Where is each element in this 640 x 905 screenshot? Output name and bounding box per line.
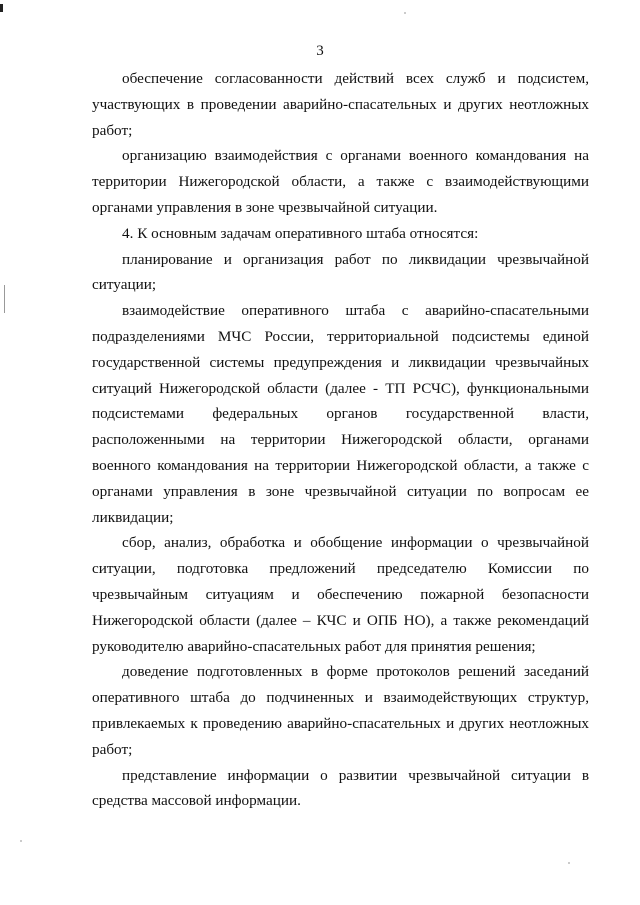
paragraph-information-analysis: сбор, анализ, обработка и обобщение информации о чрезвычайной ситуации, подготовка предложений председателю Комиссии по чрезвычайным ситуациям и обеспечению пожарной безопасности Нижегородской области (далее – КЧС и ОПБ НО), а также рекомендаций руководителю аварийно-спасательных работ для принятия решения; [92, 534, 589, 655]
paragraph-coordination: обеспечение согласованности действий всех служб и подсистем, участвующих в проведении аварийно-спасательных и других неотложных работ; [92, 70, 589, 139]
paragraph-decisions-delivery: доведение подготовленных в форме протоколов решений заседаний оперативного штаба до подчиненных и взаимодействующих структур, привлекаемых к проведению аварийно-спасательных и других неотложных работ; [92, 663, 589, 758]
paragraph-main-tasks-heading: 4. К основным задачам оперативного штаба относятся: [122, 224, 479, 242]
paragraph-staff-interaction: взаимодействие оперативного штаба с аварийно-спасательными подразделениями МЧС России, территориальной подсистемы единой государственной системы предупреждения и ликвидации чрезвычайных ситуаций Нижегородской области (далее - ТП РСЧС), функциональными подсистемами федеральных органов государственной власти, расположенными на территории Нижегородской области, органами военного командования на территории Нижегородской области, а также с органами управления в зоне чрезвычайной ситуации по вопросам ее ликвидации; [92, 302, 589, 526]
scan-corner-mark [0, 4, 3, 12]
scan-speck [568, 862, 570, 864]
scan-speck [20, 840, 22, 842]
document-body [92, 66, 589, 814]
paragraph-military-interaction: организацию взаимодействия с органами военного командования на территории Нижегородской области, а также с взаимодействующими органами управления в зоне чрезвычайной ситуации. [92, 147, 589, 216]
scan-margin-mark [4, 285, 5, 313]
scan-speck [404, 12, 406, 14]
paragraph-planning: планирование и организация работ по ликвидации чрезвычайной ситуации; [92, 250, 589, 294]
paragraph-media-reporting: представление информации о развитии чрезвычайной ситуации в средства массовой информации. [92, 766, 589, 810]
page-number: 3 [316, 43, 324, 59]
